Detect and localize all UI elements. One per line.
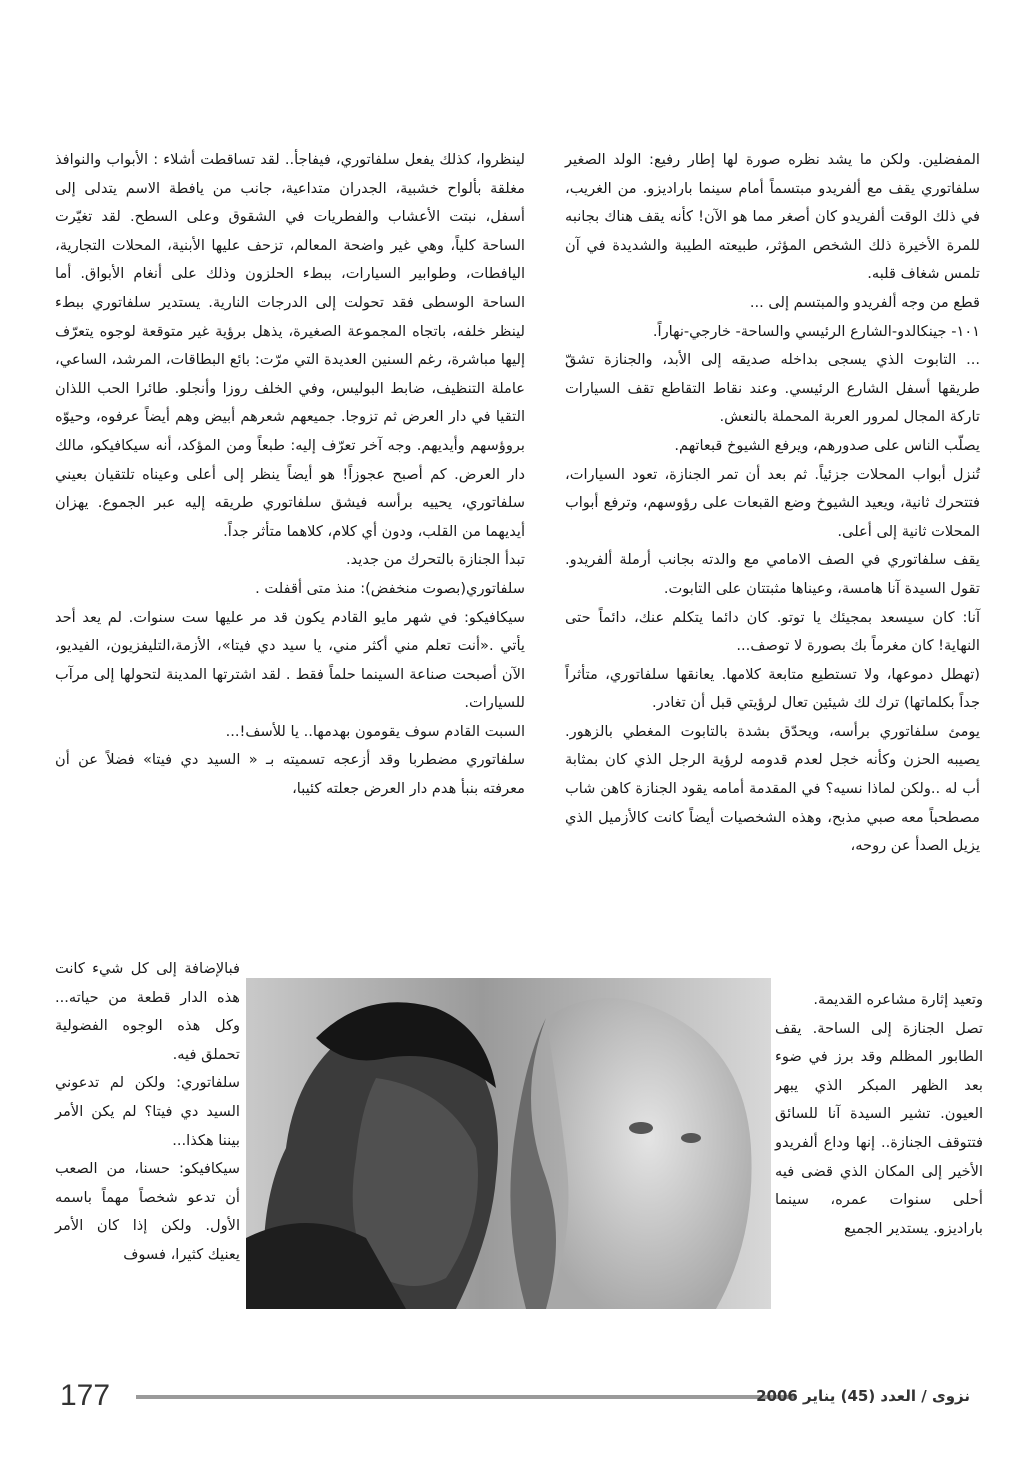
article-column-right bbox=[565, 146, 980, 861]
paragraph: يقف سلفاتوري في الصف الامامي مع والدته بجانب أرملة ألفريدو. تقول السيدة آنا هامسة، وعيناها مثبتتان على التابوت. bbox=[565, 551, 980, 597]
paragraph: فبالإضافة إلى كل شيء كانت هذه الدار قطعة من حياته... وكل هذه الوجوه الفضولية تحملق فيه. bbox=[55, 960, 240, 1063]
paragraph: تُنزل أبواب المحلات جزئياً. ثم بعد أن تمر الجنازة، تعود السيارات، فتتحرك ثانية، ويعيد الشيوخ وضع القبعات على رؤوسهم، وترفع أبواب المحلات ثانية إلى أعلى. bbox=[565, 465, 980, 540]
film-still-photo bbox=[246, 978, 771, 1309]
paragraph: تصل الجنازة إلى الساحة. يقف الطابور المظلم وقد برز في ضوء بعد الظهر المبكر الذي يبهر العيون. تشير السيدة آنا للسائق فتتوقف الجنازة.. إنها وداع ألفريدو الأخير إلى المكان الذي قضى فيه أحلى سنوات عمره، سينما باراديزو. يستدير الجميع bbox=[775, 1019, 983, 1237]
paragraph: يصلّب الناس على صدورهم، ويرفع الشيوخ قبعاتهم. bbox=[674, 436, 980, 454]
paragraph: تبدأ الجنازة بالتحرك من جديد. bbox=[345, 551, 525, 569]
paragraph: لينظروا، كذلك يفعل سلفاتوري، فيفاجأ.. لقد تساقطت أشلاء : الأبواب والنوافذ مغلقة بألواح خشبية، الجدران متداعية، جانب من يافطة الاسم يتدلى إلى أسفل، نبتت الأعشاب والفطريات في الشقوق وعلى السطح. لقد تغيّرت الساحة كلياً، وهي غير واضحة المعالم، تزحف عليها الأبنية، المحلات التجارية، اليافطات، وطوابير السيارات، ببطء الحلزون وذلك على أنغام الأبواق. أما الساحة الوسطى فقد تحولت إلى الدرجات النارية. يستدير سلفاتوري ببطء لينظر خلفه، باتجاه المجموعة الصغيرة، يذهل برؤية غير متوقعة لوجوه يتعرّف إليها مباشرة، رغم السنين العديدة التي مرّت: بائع البطاقات، المرشد، الساعي، عاملة التنظيف، ضابط البوليس، وفي الخلف روزا وأنجلو. طائرا الحب اللذان التقيا في دار العرض ثم تزوجا. جميعهم شعرهم أبيض وهم أيضاً عرفوه، وحيوّه بروؤسهم وأيديهم. وجه آخر تعرّف إليه: طبعاً ومن المؤكد، أنه سيكافيكو، مالك دار العرض. كم أصبح عجوزاً! هو أيضاً ينظر إلى أعلى وعيناه تلتقيان بعيني سلفاتوري، يحييه برأسه فيشق سلفاتوري طريقه إليه عبر الجموع. يهزان أيديهما من القلب، ودون أي كلام، كلاهما متأثر جداً. bbox=[55, 151, 525, 540]
paragraph: ... التابوت الذي يسجى بداخله صديقه إلى الأبد، والجنازة تشقّ طريقها أسفل الشارع الرئيسي. وعند نقاط التقاطع تقف السيارات تاركة المجال لمرور العربة المحملة بالنعش. bbox=[565, 351, 980, 426]
article-column-left bbox=[55, 146, 525, 804]
paragraph: سلفاتوري مضطربا وقد أزعجه تسميته بـ « السيد دي فيتا» فضلاً عن أن معرفته بنبأ هدم دار العرض جعلته كئيبا، bbox=[55, 751, 525, 798]
paragraph: قطع من وجه ألفريدو والمبتسم إلى ... bbox=[749, 293, 980, 311]
issue-label: نزوى / العدد (45) يناير 2006 bbox=[756, 1387, 970, 1405]
paragraph: المفضلين. ولكن ما يشد نظره صورة لها إطار رفيع: الولد الصغير سلفاتوري يقف مع ألفريدو مبتسماً أمام سينما باراديزو. من الغريب، في ذلك الوقت ألفريدو كان أصغر مما هو الآن! كأنه يقف هناك بجانبه للمرة الأخيرة ذلك الشخص المؤثر، طبيعته الطيبة والشديدة في آن تلمس شغاف قلبه. bbox=[565, 151, 980, 283]
article-column-right-narrow bbox=[775, 986, 983, 1243]
paragraph: وتعيد إثارة مشاعره القديمة. bbox=[813, 991, 983, 1008]
dialogue: سلفاتوري: ولكن لم تدعوني السيد دي فيتا؟ لم يكن الأمر بيننا هكذا... bbox=[55, 1074, 240, 1149]
dialogue: آنا: كان سيسعد بمجيئك يا توتو. كان دائما يتكلم عنك، دائماً حتى النهاية! كان مغرماً بك بصورة لا توصف... bbox=[565, 608, 980, 655]
dialogue: سيكافيكو: حسنا، من الصعب أن تدعو شخصاً مهماً باسمه الأول. ولكن إذا كان الأمر يعنيك كثيرا، فسوف bbox=[55, 1160, 240, 1263]
scene-heading: ١٠١- جينكالدو-الشارع الرئيسي والساحة- خارجي-نهاراً. bbox=[652, 322, 980, 340]
page-number: 177 bbox=[60, 1379, 111, 1412]
paragraph: (تهطل دموعها، ولا تستطيع متابعة كلامها. يعانقها سلفاتوري، متأثراً جداً بكلماتها) ترك لك شيئين تعال لرؤيتي قبل أن تغادر. bbox=[565, 665, 980, 712]
photo-icon bbox=[246, 978, 771, 1309]
paragraph: يومئ سلفاتوري برأسه، ويحدّق بشدة بالتابوت المغطي بالزهور. يصيبه الحزن وكأنه خجل لعدم قدومه لرؤية الرجل الذي كان بمثابة أب له ..ولكن لماذا نسيه؟ في المقدمة أمامه يقود الجنازة كاهن شاب مصطحباً معه صبي مذبح، وهذه الشخصيات أيضاً كانت كالأزميل الذي يزيل الصدأ عن روحه، bbox=[565, 722, 980, 855]
dialogue: سيكافيكو: في شهر مايو القادم يكون قد مر عليها ست سنوات. لم يعد أحد يأتي .«أنت تعلم مني أكثر مني، يا سيد دي فيتا»، الأزمة،التليفزيون، الفيديو، الآن أصبحت صناعة السينما حلماً فقط . لقد اشترتها المدينة لتحولها إلى مرآب للسيارات. bbox=[55, 608, 525, 712]
dialogue: سلفاتوري(بصوت منخفض): منذ متى أقفلت . bbox=[255, 579, 525, 597]
article-column-left-narrow bbox=[55, 955, 240, 1270]
footer-divider bbox=[136, 1395, 796, 1399]
paragraph: السبت القادم سوف يقومون بهدمها.. يا للأسف!... bbox=[225, 722, 525, 740]
page-footer bbox=[60, 1378, 970, 1414]
